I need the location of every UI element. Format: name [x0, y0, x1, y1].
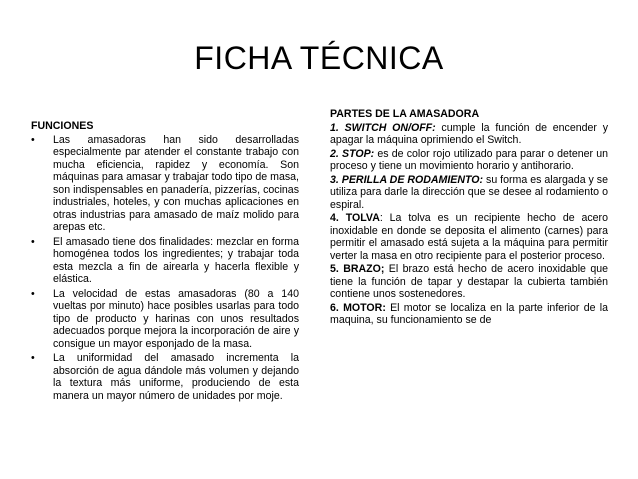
bullet-icon: •	[31, 352, 35, 364]
list-item-text: La uniformidad del amasado incrementa la absorción de agua dándole más volumen y dejando la textura más uniforme, produciendo de esta manera un mayor número de unidades por moje.	[53, 352, 299, 402]
part-brazo	[330, 263, 608, 301]
funciones-heading: FUNCIONES	[31, 120, 94, 132]
part-label: 6. MOTOR:	[330, 301, 386, 314]
part-motor	[330, 302, 608, 327]
funciones-list	[31, 134, 299, 403]
part-label: 5. BRAZO;	[330, 263, 385, 275]
part-tolva	[330, 212, 608, 262]
part-switch	[330, 122, 608, 147]
bullet-icon: •	[31, 133, 35, 146]
part-perilla	[330, 174, 608, 212]
part-text: su forma es alargada y se utiliza para darle la dirección que se desee al rodamiento o espiral.	[330, 173, 608, 211]
list-item	[31, 134, 299, 234]
partes-heading: PARTES DE LA AMASADORA	[330, 108, 480, 120]
list-item	[31, 352, 299, 402]
list-item-text: La velocidad de estas amasadoras (80 a 140 vueltas por minuto) hace posibles usarlas para todo tipo de producto y harinas con unos resultados adecuados porque mejora la incorporación de aire y consigue un mayor esponjado de la masa.	[53, 287, 299, 350]
partes-section	[330, 108, 608, 328]
part-label: 4. TOLVA	[330, 212, 380, 224]
list-item-text: El amasado tiene dos finalidades: mezclar en forma homogénea todos los ingredientes; y trabajar toda esta mezcla a fin de airearla y hacerla flexible y elástica.	[53, 235, 299, 285]
bullet-icon: •	[31, 287, 35, 300]
part-text: cumple la función de encender y apagar la máquina oprimiendo el Switch.	[330, 121, 608, 146]
part-text: : La tolva es un recipiente hecho de acero inoxidable en donde se deposita el alimento (carnes) para permitir el amasado está sujeta a la máquina para permitir verter la masa en otro recipiente para el posterior proceso.	[330, 212, 608, 262]
part-label: 3. PERILLA DE RODAMIENTO:	[330, 173, 484, 186]
funciones-section	[31, 120, 299, 404]
part-text: es de color rojo utilizado para parar o detener un proceso y tiene un movimiento horario y antihorario.	[330, 147, 608, 172]
list-item	[31, 288, 299, 351]
list-item	[31, 236, 299, 286]
part-label: 1. SWITCH ON/OFF:	[330, 121, 436, 134]
bullet-icon: •	[31, 235, 35, 248]
part-text: El brazo está hecho de acero inoxidable que tiene la función de tapar y destapar la cubierta también contiene unos sostenedores.	[330, 263, 608, 300]
page-title: FICHA TÉCNICA	[194, 40, 444, 76]
list-item-text: Las amasadoras han sido desarrolladas especialmente par atender el constante trabajo con mucha eficiencia, rapidez y economía. Son máquinas para amasar y trabajar todo tipo de masa, son indispensables en panadería, pizzerías, cocinas industriales, hoteles, y con muchas aplicaciones en otras industrias para amasado de maíz molido para arepas etc.	[53, 133, 299, 233]
part-stop	[330, 148, 608, 173]
part-label: 2. STOP:	[330, 147, 375, 160]
part-text: El motor se localiza en la parte inferior de la maquina, su funcionamiento se de	[330, 301, 608, 326]
